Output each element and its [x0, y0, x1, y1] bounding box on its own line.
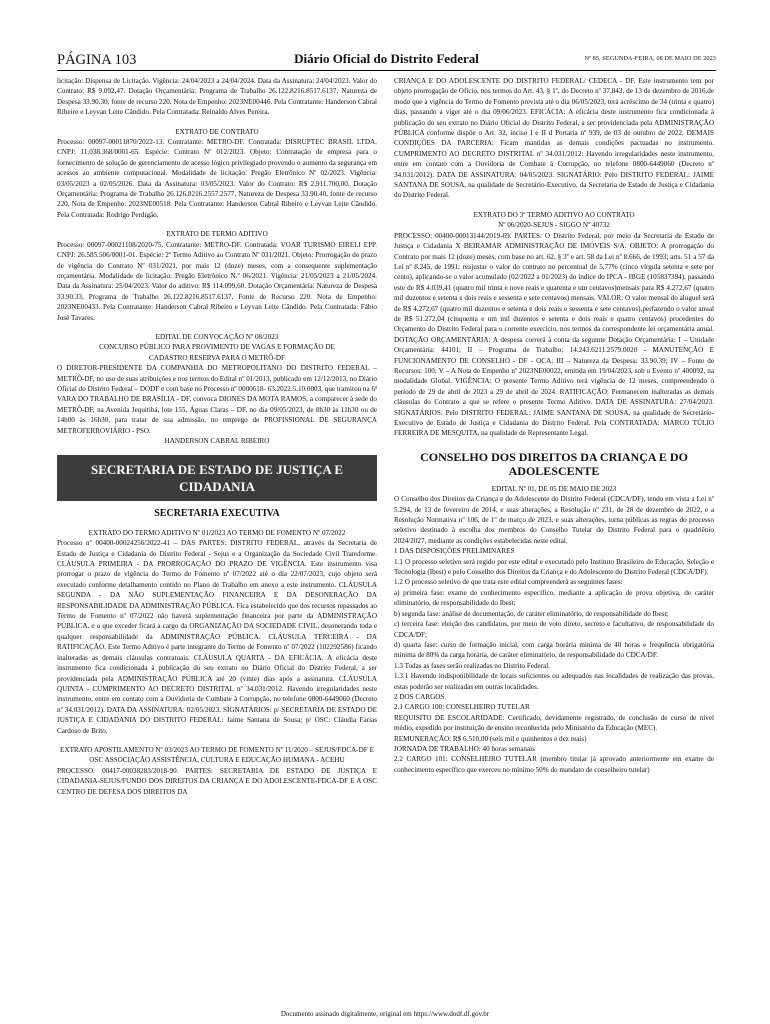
paragraph: Processo: 00097-00021108/2020-75. Contratante: METRO-DF. Contratada: VOAR TURISMO EIRELI EPP. CNPJ: 26.585.506/0001-01. Espécie: 2º Termo Aditivo ao Contrato Nº 031/2021. Objeto: Prorrogação do prazo de vigência do Contrato Nº 031/2021, por mais 12 (doze) meses, com a consequente suplementação orçamentária. Modalidade de licitação: Pregão Eletrônico N.º 06/2021. Vigência: 21/05/2023 a 21/05/2024. Data da Assinatura: 25/04/2023. Valor do aditivo: R$ 114.099,60. Dotação Orçamentária: Natureza de Despesa 33.90.33, Programa de Trabalho 26.122.8216.8517.6137, Fonte de Recurso 220. Nota de Empenho: 2023NE00433. Pela Contratante: Handerson Cabral Ribeiro e Leyvan Leite Cândido. Pela Contratada: Fábio José Tavares. — [57, 240, 377, 322]
paragraph: a) primeira fase: exame de conhecimento específico, mediante a aplicação de prova objetiva, de caráter eliminatório, de responsabilidade do Ibest; — [394, 588, 714, 608]
paragraph: 1.3 Todas as fases serão realizadas no Distrito Federal. — [394, 661, 551, 670]
right-column — [394, 76, 714, 775]
section-title: SECRETARIA EXECUTIVA — [154, 508, 280, 520]
section-subheading: Nº 06/2020-SEJUS - SIGGO Nº 40732 — [498, 221, 610, 230]
section-heading: EDITAL DE CONVOCAÇÃO Nº 08/2023 — [155, 332, 279, 341]
page-number: PÁGINA 103 — [57, 52, 137, 68]
paragraph: CRIANÇA E DO ADOLESCENTE DO DISTRITO FEDERAL/ CEDECA - DF. Este instrumento tem por objeto prorrogação de Ofício, nos termos do Art. 43, § 1º, do Decreto nº 37.843, de 13 de dezembro de 2016,de modo que a vigência do Termo de Fomento prevista até o dia 06/05/2023, terá acréscimo de 34 (trinta e quatro) dias, passando a viger até o dia 09/06/2023. EFICÁCIA: A eficácia deste instrumento fica condicionada à publicação do seu extrato no Diário Oficial do Distrito Federal, a ser providenciada pela ADMINISTRAÇÃO PÚBLICA conforme dispõe o Art. 32, inciso I e II d Portaria nº 939, de 03 de outubro de 2022. DEMAIS CONDIÇÕES DA PARCERIA: Ficam mantidas as demais condições pactuadas no instrumento. CUMPRIMENTO AO DECRETO DISTRITAL nº 34.031/2012: Havendo irregularidades neste instrumento, entre em contato com a Ouvidoria de Combate à Corrupção, no telefone 0800-6449060 (Decreto nº 34.031/2012). DATA DE ASSINATURA: 04/05/2023. SIGNATÁRIO: Pelo DISTRITO FEDERAL: JAIME SANTANA DE SOUSA, na qualidade de Secretário-Executivo, da Secretaria de Estado de Justiça e Cidadania do Distrito Federal. — [394, 77, 714, 200]
paragraph: O Conselho dos Direitos da Criança e do Adolescente do Distrito Federal (CDCA/DF), tendo em vista a Lei nº 5.294, de 13 de fevereiro de 2014, e suas alterações, a Resolução nº 231, de 28 de dezembro de 2022, e a Resolução Normativa nº 106, de 1º de março de 2023, e suas alterações, torna públicas as regras do processo seletivo destinado à escolha dos membros do Conselho Tutelar do Distrito Federal para o quadriênio 2024/2027, mediante as condições estabelecidas neste edital. — [394, 495, 714, 545]
header-rule — [57, 70, 716, 71]
left-column — [57, 76, 377, 797]
page-header — [57, 50, 716, 72]
paragraph: c) terceira fase: eleição dos candidatos, por meio de voto direto, secreto e facultativo, de responsabilidade do CDCA/DF; — [394, 620, 714, 639]
journal-title: Diário Oficial do Distrito Federal — [294, 51, 479, 66]
section-heading: EXTRATO DE CONTRATO — [175, 127, 259, 136]
paragraph: 1.3.1 Havendo indisponibilidade de locais suficientes ou adequados nas localidades de realização das provas, estas poderão ser realizadas em outras localidades. — [394, 672, 714, 691]
signature: HANDERSON CABRAL RIBEIRO — [164, 437, 270, 445]
paragraph: 1 DAS DISPOSIÇÕES PRELIMINARES — [394, 547, 515, 556]
section-subheading: CONCURSO PÚBLICO PARA PROVIMENTO DE VAGAS E FORMAÇÃO DE CADASTRO RESERVA PARA O METRÔ-DF — [99, 343, 335, 362]
paragraph: 2.1 CARGO 100: CONSELHEIRO TUTELAR — [394, 703, 530, 712]
paragraph: PROCESSO: 00417-00038283/2018-90. PARTES: SECRETARIA DE ESTADO DE JUSTIÇA E CIDADANIA-SEJUS/FUNDO DOS DIREITOS DA CRIANÇA E DO ADOLESCENTE-FDCA-DF E A OSC CENTRO DE DEFESA DOS DIREITOS DA — [57, 766, 377, 796]
paragraph: O DIRETOR-PRESIDENTE DA COMPANHIA DO METROPOLITANO DO DISTRITO FEDERAL – METRÔ-DF, no uso de suas atribuições e nos termos do Edital nº 01/2013, publicado em 12/12/2013, no Diário Oficial do Distrito Federal – DODF e com base no Processo nº 0000618- 63.2022.5.10.0003, que tramitou na 6ª VARA DO TRABALHO DE BRASÍLIA - DF, convoca DIONES DA MOTA RAMOS, a comparecer à sede do METRÔ-DF, na Avenida Jequitibá, lote 155, Águas Claras – DF, no dia 09/05/2023, de 8h30 às 11h30 ou de 14h00 às 16h30, para tratar de sua admissão, no emprego de PROFISSIONAL DE SEGURANÇA METROFERROVIÁRIO - PSO. — [57, 364, 377, 435]
secretaria-banner: SECRETARIA DE ESTADO DE JUSTIÇA E CIDADANIA — [57, 455, 377, 501]
conselho-title: CONSELHO DOS DIREITOS DA CRIANÇA E DO ADOLESCENTE — [420, 449, 688, 478]
paragraph: 2 DOS CARGOS — [394, 692, 445, 701]
section-heading: EXTRATO DE TERMO ADITIVO — [166, 230, 268, 239]
paragraph: PROCESSO: 00400-00013144/2019-69. PARTES: O Distrito Federal, por meio da Secretaria de Estado de Justiça e Cidadania X BEIRAMAR ADMINISTRAÇÃO DE IMÓVEIS S/A. OBJETO: A prorrogação do Contrato por mais 12 (doze) meses, com base no art. 62, § 3º e art. 58 da Lei nº 8.666, de 1993; arts. 51 a 57 da Lei nº 8.245, de 1991; reajustar o valor do contrato no percentual de 5,77% (cinco vírgula setenta e sete por cento), aplicando-se o valor acumulado (02/2022 a 01/2023) do índice do IPCA - IBGE (105837394), passando este de R$ 4.039,41 (quatro mil trinta e nove reais e quarenta e um centavos)mensais para R$ 4.272,67 (quatro mil duzentos e setenta e dois reais e sessenta e sete centavos) mensais. VALOR: O valor mensal do aluguel será de R$ 4.272,67 (quatro mil duzentos e setenta e dois reais e sessenta e sete centavos),perfazendo o valor anual de R$ 51.272,04 (cinquenta e um mil duzentos e setenta e dois reais e quatro centavos) procedentes do Orçamento do Distrito Federal para o corrente exercício, nos termos da correspondente lei orçamentária anual. DOTAÇÃO ORÇAMENTÁRIA: A despesa correrá à conta da seguinte Dotação Orçamentária: I – Unidade Orçamentária: 44101; II – Programa de Trabalho: 14.243.6211.2579.0020 - MANUTENÇÃO E FUNCIONAMENTO DE CONSELHO - DF - OCA; III – Natureza da Despesa: 33.90.39; IV – Fonte de Recursos: 100; V – A Nota de Empenho nº 2023NE00022, emitida em 19/04/2023, sob o Evento nº 400092, na modalidade Global. VIGÊNCIA: O presente Termo Aditivo terá vigência de 12 meses, compreendendo o período de 29 de abril de 2023 a 29 de abril de 2024. RATIFICAÇÃO: Permanecem inalteradas as demais cláusulas do Contrato a que se refere o presente Termo Aditivo. DATA DE ASSINATURA: 27/04/2023. SIGNATÁRIOS: Pelo DISTRITO FEDERAL: JAIME SANTANA DE SOUSA, na qualidade de Secretário-Executivo de Estado de Justiça e Cidadania do Distrito Federal. Pela CONTRATADA: MARCO TÚLIO FERREIRA DE MESQUITA, na qualidade de Representante Legal. — [394, 231, 714, 438]
issue-date: Nº 85, SEGUNDA-FEIRA, 08 DE MAIO DE 2023 — [584, 55, 716, 62]
paragraph: JORNADA DE TRABALHO: 40 horas semanais — [394, 744, 535, 753]
paragraph: d) quarta fase: curso de formação inicial, com carga horária mínima de 40 horas e frequência obrigatória mínima de 80% da carga horária, de caráter eliminatório, de responsabilidade do CDCA/DF. — [394, 640, 714, 660]
paragraph: REQUISITO DE ESCOLARIDADE: Certificado, devidamente registrado, de conclusão de curso de nível médio, expedido por instituição de ensino reconhecida pelo Ministério da Educação (MEC). — [394, 713, 714, 733]
paragraph: 2.2 CARGO 101: CONSELHEIRO TUTELAR (membro titular já aprovado anteriormente em exame de conhecimento específico que exerceu no mínimo 50% do mandato de conselheiro tutelar) — [394, 755, 714, 774]
paragraph: 1.2 O processo seletivo de que trata este edital compreenderá as seguintes fases: — [394, 578, 623, 587]
paragraph: b) segunda fase: análise de documentação, de caráter eliminatório, de responsabilidade do Ibest; — [394, 609, 669, 618]
page-footer: Documento assinado digitalmente, original em https://www.dodf.df.gov.br — [280, 1010, 490, 1018]
paragraph: 1.1 O processo seletivo será regido por este edital e executado pelo Instituto Brasileiro de Educação, Seleção e Tecnologia (Ibest) e pelo Conselho dos Direitos da Criança e do Adolescente do Distrito Federal (CDCA/DF). — [394, 557, 714, 577]
section-heading: EXTRATO APOSTILAMENTO Nº 03/2023 AO TERMO DE FOMENTO Nº 11/2020 – SEJUS/FDCA-DF E OSC ASSOCIAÇÃO ASSISTÊNCIA, CULTURA E EDUCAÇÃO HUMANA - ACEHU — [60, 745, 374, 765]
paragraph: Processo nº 00400-00024256/2022-41 – DAS PARTES: DISTRITO FEDERAL, através da Secretaria de Estado de Justiça e Cidadania do Distrito Federal - Sejus e a Organização da Sociedade Civil Transforme. CLÁUSULA PRIMEIRA - DA PRORROGAÇÃO DO PRAZO DE VIGÊNCIA. Este instrumento visa prorrogar o prazo de vigência do Termo de Fomento nº 07/2022 até o dia 22/07/2023, cujo objeto será executado conforme detalhamento contido no Plano de Trabalho em anexo a este instrumento. CLÁUSULA SEGUNDA - DA NÃO SUPLEMENTAÇÃO FINANCEIRA E DA DESONERAÇÃO DA RESPONSABILIDADE DA ADMINISTRAÇÃO PÚBLICA. Fica estabelecido que dos recursos repassados ao Termo de Fomento nº 07/2022 não haverá suplementação financeira por parte da ADMINISTRAÇÃO PÚBLICA, e o que exceder ficará a cargo da ORGANIZAÇÃO DA SOCIEDADE CIVIL, desonerando toda e qualquer responsabilidade da ADMINISTRAÇÃO PÚBLICA. CLÁUSULA TERCEIRA - DA RATIFICAÇÃO. Este Termo Aditivo é parte integrante do Termo de Fomento nº 07/2022 (102292586) ficando inalteradas as demais cláusulas contratuais. CLÁUSULA QUARTA - DA EFICÁCIA. A eficácia deste instrumento fica condicionada à publicação do seu extrato no Diário Oficial do Distrito Federal, a ser providenciada pela ADMINISTRAÇÃO PÚBLICA até 20 (vinte) dias após a assinatura. CLÁUSULA QUINTA - CUMPRIMENTO AO DECRETO DISTRITAL nº 34.031/2012. Havendo irregularidades neste instrumento, entre em contato com a Ouvidoria de Combate à Corrupção, no telefone 0800-6449060 (Decreto nº 34.031/2012). DATA DA ASSINATURA: 02/05/2023. SIGNATÁRIOS: p/ SECRETARIA DE ESTADO DE JUSTIÇA E CIDADANIA DO DISTRITO FEDERAL: Jaime Santana de Sousa; p/ OSC: Cláudia Farias Cardoso de Brito. — [57, 539, 377, 735]
paragraph: licitação: Dispensa de Licitação. Vigência: 24/04/2023 a 24/04/2024. Data da Assinatura: 24/04/2023. Valor do Contrato: R$ 9.092,47. Dotação Orçamentária: Programa de Trabalho 26.122.8216.8517.6137, Natureza de Despesa 33.90.30, fonte de recurso 220. Nota de Empenho: 2023NE00446. Pela Contratante: Handerson Cabral Ribeiro e Leyvan Leite Cândido. Pela Contratada: Reinaldo Alves Pereira. — [57, 77, 377, 117]
paragraph: Processo: 00097-00011870/2022-13. Contratante: METRO-DF. Contratada: DISRUPTEC BRASIL LTDA. CNPJ: 11.038.368/0001-65. Espécie: Contrato Nº 012/2023. Objeto: Contratação de empresa para o fornecimento de solução de gerenciamento de acesso lógico privilegiado provendo o aumento da segurança em acessos ao ambiente computacional. Modalidade de licitação: Pregão Eletrônico Nº 02/2023. Vigência: 03/05/2023 a 02/05/2026. Data da Assinatura: 03/05/2023. Valor do Contrato: R$ 2.911.700,00. Dotação Orçamentária: Programa de Trabalho 26.126.8216.2557.2577, Natureza de Despesa 33.90.40, fonte de recurso 220. Nota de Empenho: 2023NE00518. Pela Contratante: Handerson Cabral Ribeiro e Leyvan Leite Cândido. Pela Contratada: Rodrigo Perdigão. — [57, 138, 377, 219]
section-heading: EDITAL Nº 01, DE 05 DE MAIO DE 2023 — [491, 484, 617, 493]
paragraph: REMUNERAÇÃO: R$ 6.510,00 (seis mil e quinhentos e dez reais) — [394, 734, 587, 743]
section-heading: EXTRATO DO TERMO ADITIVO Nº 01/2023 AO TERMO DE FOMENTO Nº 07/2022 — [88, 528, 346, 537]
section-heading: EXTRATO DO 3º TERMO ADITIVO AO CONTRATO — [473, 210, 635, 219]
